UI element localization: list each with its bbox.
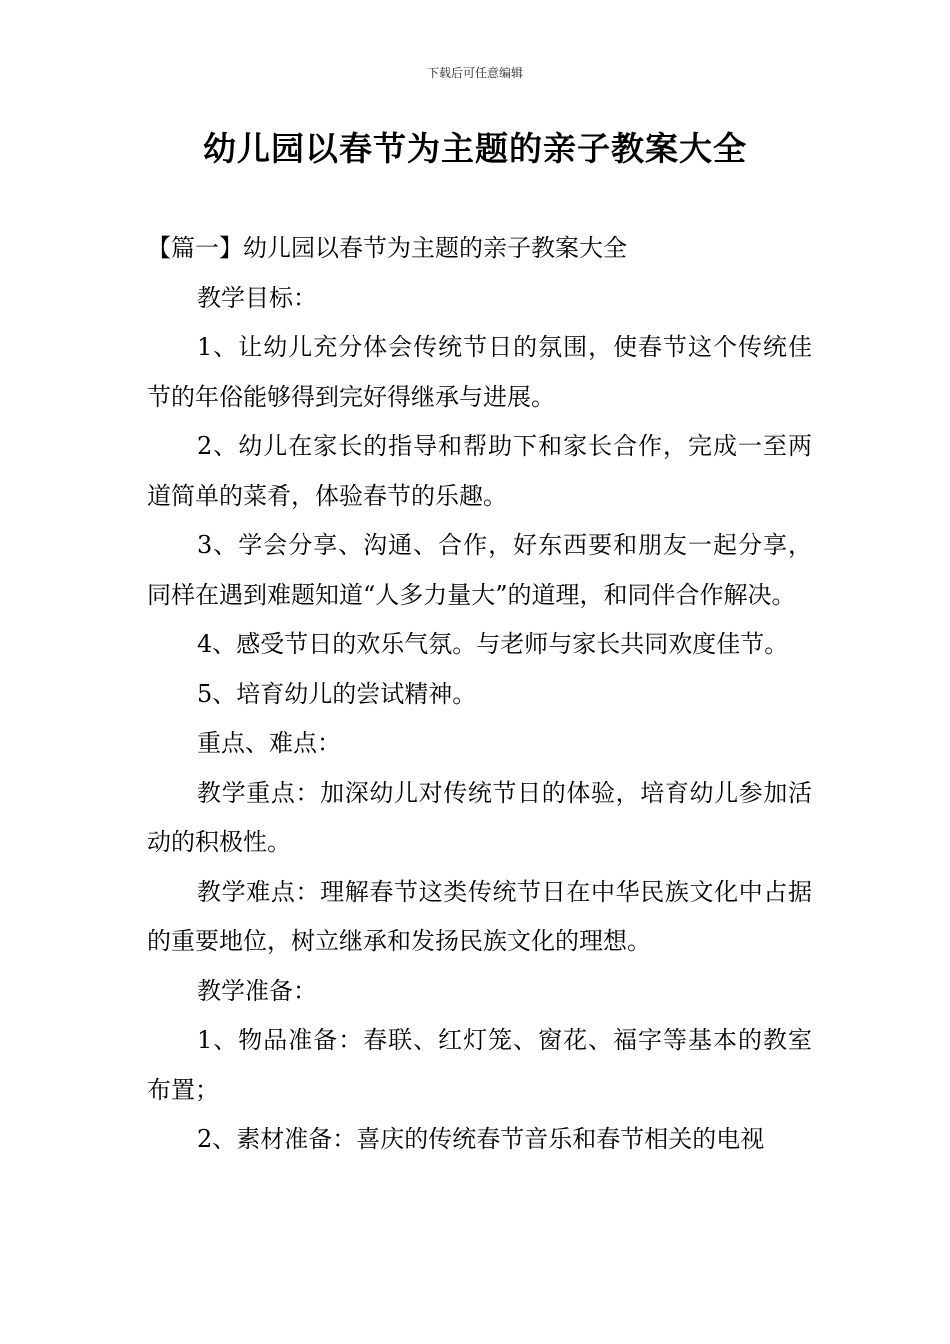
paragraph-preparation-2: 2、素材准备：喜庆的传统春节音乐和春节相关的电视 [197, 1125, 765, 1153]
paragraph-teaching-goals-heading: 教学目标： [197, 283, 317, 312]
paragraph-goal-4: 4、感受节日的欢乐气氛。与老师与家长共同欢度佳节。 [197, 630, 789, 658]
paragraph-preparation-1: 1、物品准备：春联、红灯笼、窗花、福字等基本的教室布置； [147, 1026, 812, 1104]
paragraph-goal-2: 2、幼儿在家长的指导和帮助下和家长合作，完成一至两道简单的菜肴，体验春节的乐趣。 [147, 432, 812, 510]
paragraph-teaching-difficulty: 教学难点：理解春节这类传统节日在中华民族文化中占据的重要地位，树立继承和发扬民族文化的理想。 [147, 877, 812, 955]
paragraph-teaching-focus: 教学重点：加深幼儿对传统节日的体验，培育幼儿参加活动的积极性。 [147, 778, 812, 856]
section-heading: 【篇一】幼儿园以春节为主题的亲子教案大全 [147, 234, 627, 262]
paragraph-goal-3: 3、学会分享、沟通、合作，好东西要和朋友一起分享，同样在遇到难题知道“人多力量大”的道理，和同伴合作解决。 [147, 531, 812, 609]
header-note: 下载后可任意编辑 [426, 66, 523, 80]
document-body [147, 224, 812, 1165]
document-title: 幼儿园以春节为主题的亲子教案大全 [203, 129, 747, 168]
paragraph-preparation-heading: 教学准备： [197, 976, 317, 1005]
paragraph-goal-5: 5、培育幼儿的尝试精神。 [197, 679, 477, 708]
paragraph-goal-1: 1、让幼儿充分体会传统节日的氛围，使春节这个传统佳节的年俗能够得到完好得继承与进展。 [147, 333, 812, 411]
paragraph-key-points-heading: 重点、难点： [197, 729, 341, 757]
